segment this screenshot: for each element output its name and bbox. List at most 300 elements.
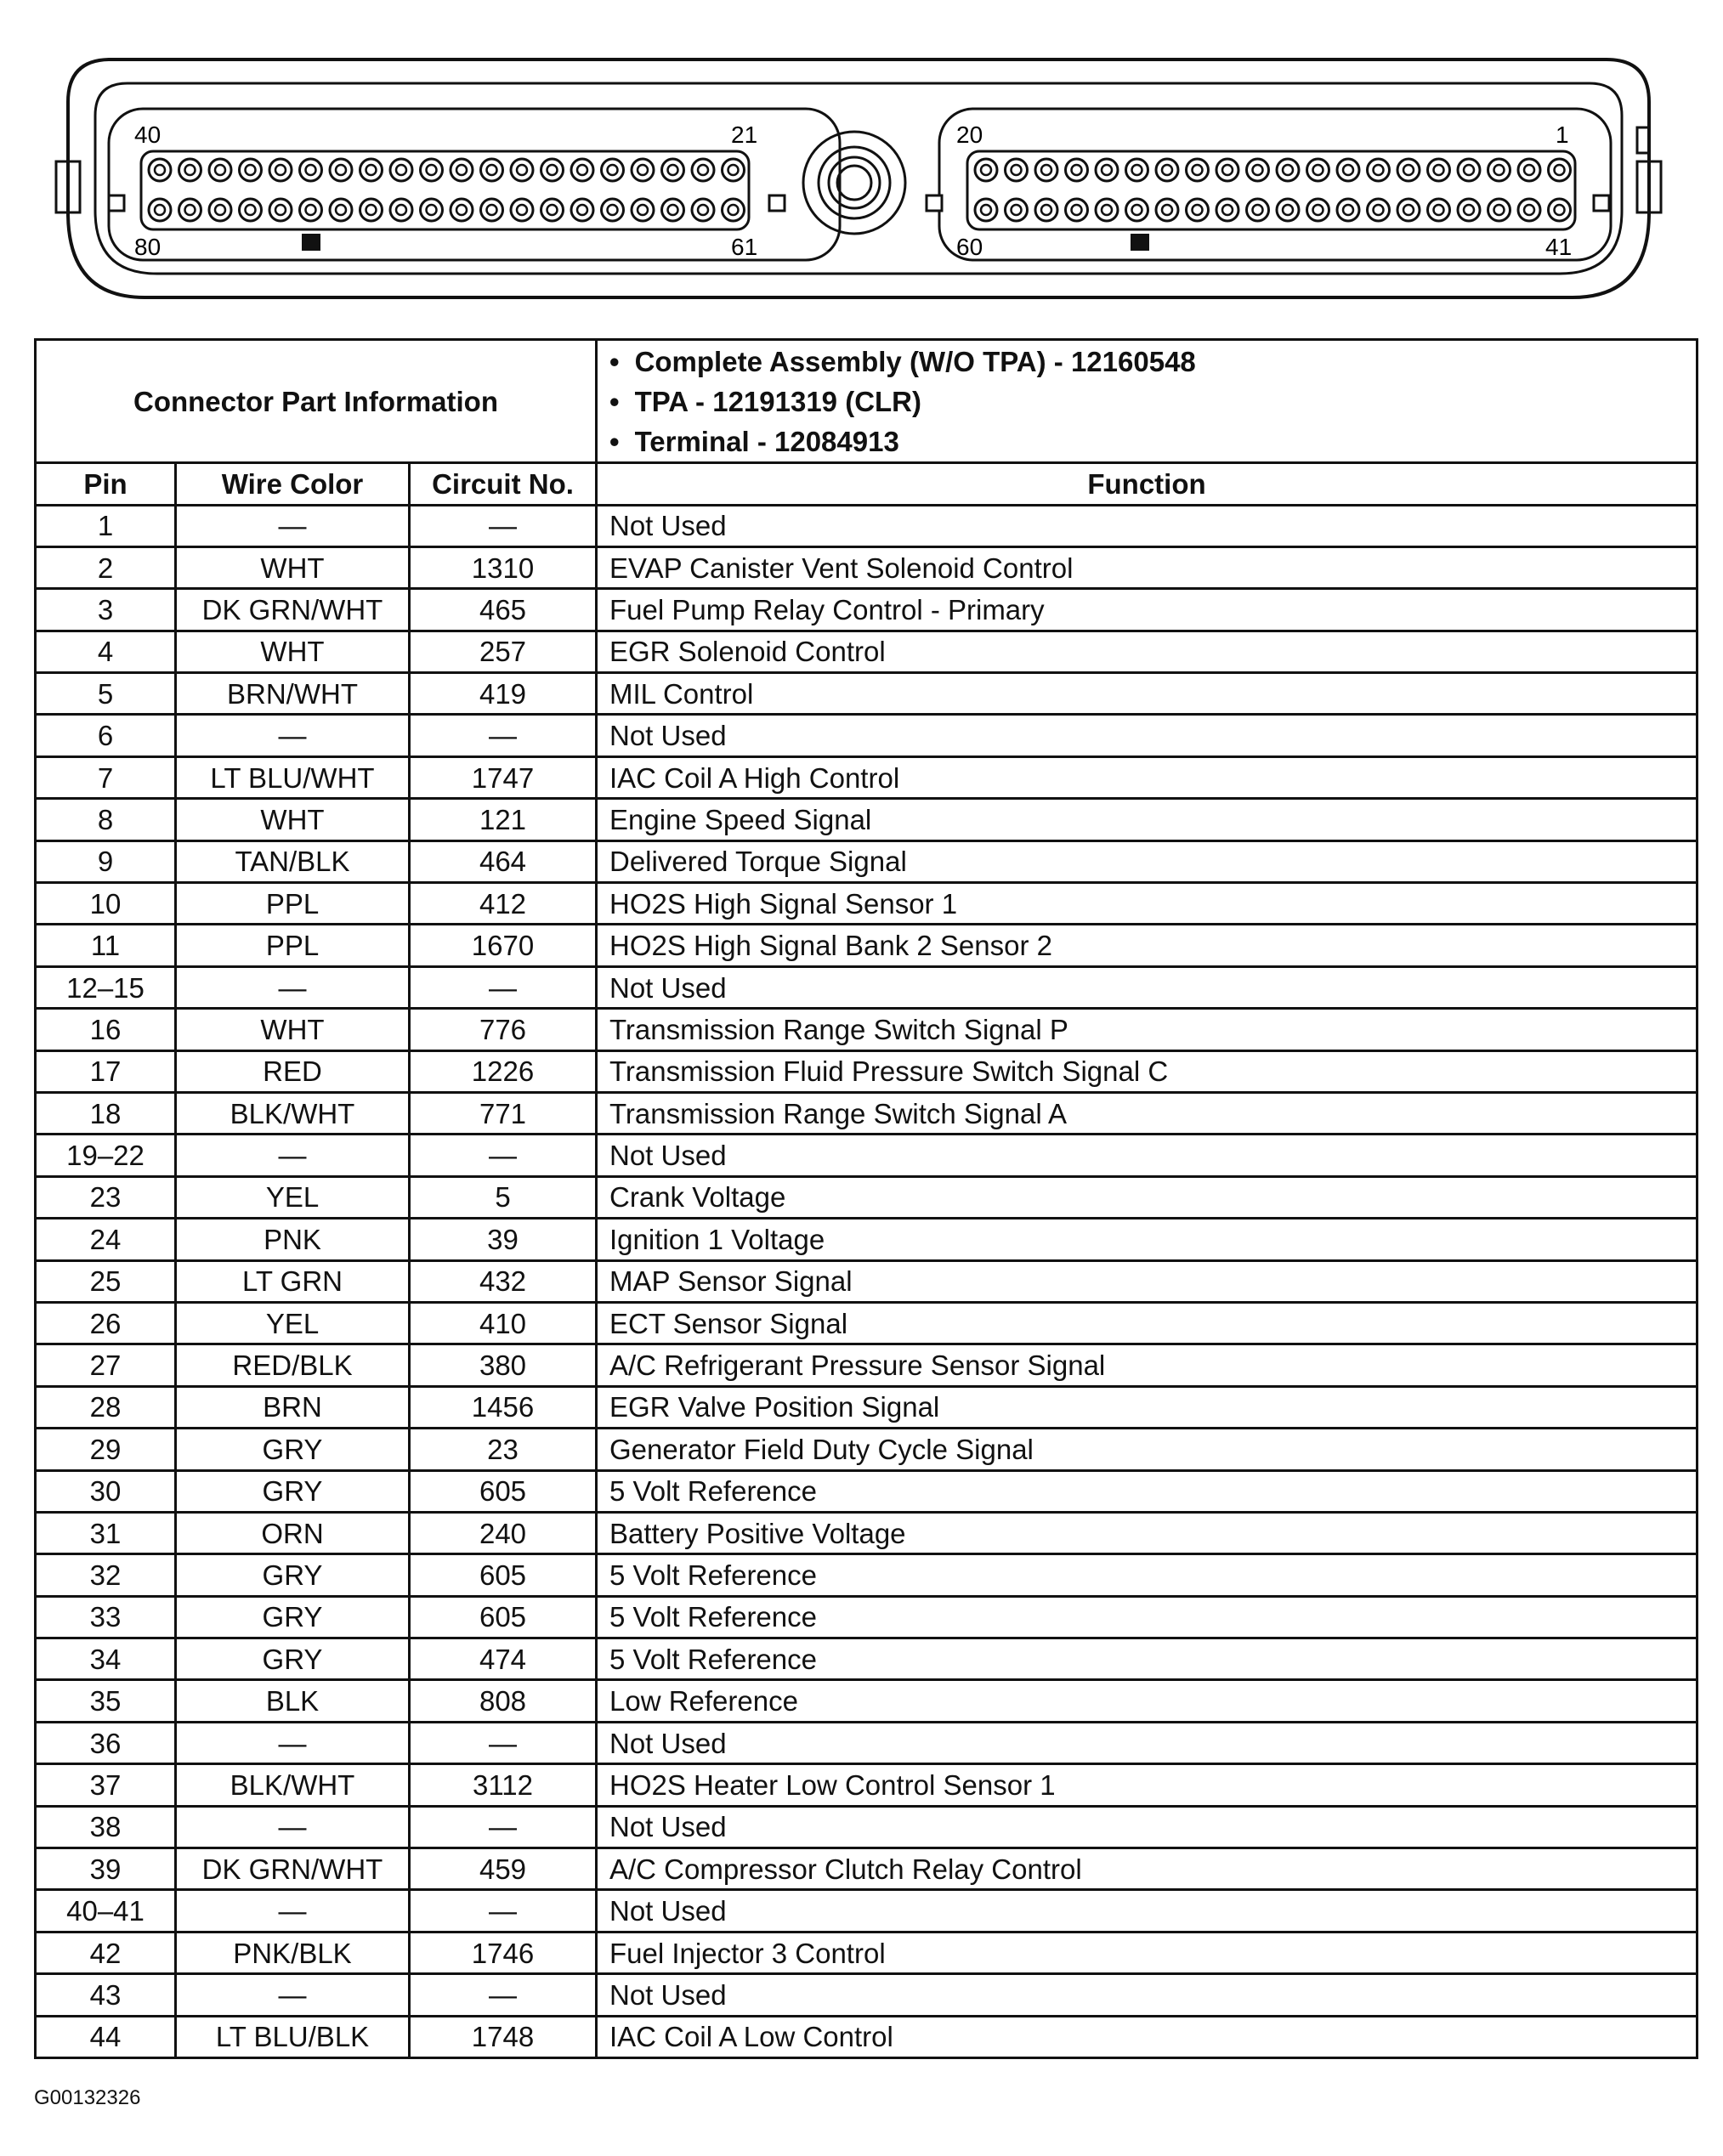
pin-terminal (487, 205, 497, 215)
wire-color-cell: PNK/BLK (176, 1932, 410, 1973)
function-cell: Delivered Torque Signal (597, 840, 1697, 882)
table-row (36, 1848, 1697, 1890)
pin-terminal (487, 165, 497, 175)
table-row (36, 1722, 1697, 1763)
left-pin-block (109, 109, 840, 260)
pin-cell: 12–15 (36, 966, 176, 1008)
circuit-cell: 1748 (410, 2016, 597, 2057)
wire-color-cell: WHT (176, 799, 410, 840)
pin-terminal (1403, 205, 1414, 215)
pin-terminal (608, 205, 618, 215)
wire-color-cell: RED (176, 1050, 410, 1092)
connector-inner-shell (95, 83, 1622, 274)
column-header-circuit: Circuit No. (410, 463, 597, 505)
right-pin-block (939, 109, 1611, 260)
pin-cavity (179, 159, 201, 181)
pin-cavity (209, 199, 231, 221)
table-row (36, 883, 1697, 925)
pin-terminal (1012, 165, 1022, 175)
pin-terminal (336, 205, 346, 215)
pin-cavity (1307, 159, 1329, 181)
pin-terminal (366, 205, 377, 215)
pin-cavity (209, 159, 231, 181)
pin-terminal (638, 165, 648, 175)
circuit-cell: 410 (410, 1302, 597, 1344)
function-cell: Not Used (597, 1890, 1697, 1932)
wire-color-cell: — (176, 966, 410, 1008)
pin-cavity (1488, 199, 1510, 221)
pin-cavity (269, 199, 292, 221)
part-info-item: • Terminal - 12084913 (609, 422, 1684, 461)
function-cell: Transmission Fluid Pressure Switch Signal C (597, 1050, 1697, 1092)
wire-color-cell: YEL (176, 1176, 410, 1218)
circuit-cell: 776 (410, 1009, 597, 1050)
pin-terminal (608, 165, 618, 175)
wire-color-cell: GRY (176, 1429, 410, 1470)
function-cell: Engine Speed Signal (597, 799, 1697, 840)
label-pin-21: 21 (731, 122, 758, 148)
function-cell: HO2S High Signal Bank 2 Sensor 2 (597, 925, 1697, 966)
pin-terminal (275, 205, 286, 215)
table-row (36, 1009, 1697, 1050)
pin-cavity (1035, 159, 1057, 181)
wire-color-cell: GRY (176, 1596, 410, 1638)
pin-terminal (1132, 165, 1142, 175)
pin-cavity (511, 199, 533, 221)
function-cell: Ignition 1 Voltage (597, 1219, 1697, 1260)
label-pin-1: 1 (1556, 122, 1569, 148)
circuit-cell: 474 (410, 1638, 597, 1680)
pin-cavity (390, 159, 412, 181)
pin-terminal (517, 165, 527, 175)
pin-cavity (481, 159, 503, 181)
circuit-cell: 412 (410, 883, 597, 925)
table-row (36, 1806, 1697, 1848)
left-pin-field (141, 151, 749, 229)
pin-terminal (668, 165, 678, 175)
circuit-cell: 432 (410, 1260, 597, 1302)
pin-terminal (547, 165, 558, 175)
function-cell: Crank Voltage (597, 1176, 1697, 1218)
circuit-cell: 419 (410, 673, 597, 715)
pin-cavity (330, 159, 352, 181)
pin-terminal (1102, 165, 1112, 175)
wire-color-cell: — (176, 1890, 410, 1932)
circuit-cell: 605 (410, 1596, 597, 1638)
pin-cell: 33 (36, 1596, 176, 1638)
table-row (36, 1429, 1697, 1470)
circuit-cell: — (410, 715, 597, 756)
pin-terminal (1374, 205, 1384, 215)
pin-cavity (1397, 159, 1420, 181)
pin-cavity (1126, 199, 1148, 221)
pin-cavity (1247, 159, 1269, 181)
wire-color-cell: — (176, 505, 410, 546)
pin-terminal (246, 165, 256, 175)
pin-cell: 39 (36, 1848, 176, 1890)
table-row (36, 966, 1697, 1008)
wire-color-cell: LT BLU/WHT (176, 756, 410, 798)
left-polarization-mark (302, 234, 320, 251)
pin-terminal (1253, 165, 1263, 175)
wire-color-cell: YEL (176, 1302, 410, 1344)
pin-terminal (155, 205, 165, 215)
table-row (36, 1176, 1697, 1218)
pin-terminal (1102, 205, 1112, 215)
pin-terminal (1012, 205, 1022, 215)
right-latch-slot (1637, 127, 1649, 153)
function-cell: Not Used (597, 715, 1697, 756)
wire-color-cell: DK GRN/WHT (176, 589, 410, 631)
pin-cell: 3 (36, 589, 176, 631)
wire-color-cell: — (176, 1135, 410, 1176)
wire-color-cell: WHT (176, 1009, 410, 1050)
wire-color-cell: — (176, 1974, 410, 2016)
function-cell: 5 Volt Reference (597, 1596, 1697, 1638)
label-pin-80: 80 (134, 234, 162, 260)
pin-cell: 18 (36, 1093, 176, 1135)
function-cell: Not Used (597, 1722, 1697, 1763)
label-pin-20: 20 (956, 122, 983, 148)
pin-cavity (179, 199, 201, 221)
pin-cell: 36 (36, 1722, 176, 1763)
pin-cell: 35 (36, 1680, 176, 1722)
circuit-cell: 39 (410, 1219, 597, 1260)
pin-terminal (577, 205, 587, 215)
pin-cavity (571, 199, 593, 221)
pin-terminal (396, 165, 406, 175)
wire-color-cell: BLK (176, 1680, 410, 1722)
circuit-cell: 240 (410, 1512, 597, 1553)
pin-terminal (517, 205, 527, 215)
circuit-cell: 465 (410, 589, 597, 631)
pin-terminal (1313, 165, 1323, 175)
pin-terminal (1494, 165, 1505, 175)
pin-cell: 31 (36, 1512, 176, 1553)
table-row (36, 840, 1697, 882)
circuit-cell: 808 (410, 1680, 597, 1722)
left-center-square (769, 195, 785, 211)
label-pin-40: 40 (134, 122, 162, 148)
circuit-cell: 605 (410, 1470, 597, 1512)
table-row (36, 1050, 1697, 1092)
circuit-cell: 771 (410, 1093, 597, 1135)
pin-cell: 11 (36, 925, 176, 966)
pin-cavity (1549, 159, 1571, 181)
pin-terminal (1041, 205, 1051, 215)
part-info-item: • Complete Assembly (W/O TPA) - 12160548 (609, 342, 1684, 382)
table-row (36, 1219, 1697, 1260)
function-cell: Not Used (597, 966, 1697, 1008)
pin-terminal (1313, 205, 1323, 215)
column-header-function: Function (597, 463, 1697, 505)
table-row (36, 631, 1697, 672)
pin-cell: 37 (36, 1764, 176, 1806)
pin-cell: 9 (36, 840, 176, 882)
pin-terminal (456, 205, 467, 215)
figure-code: G00132326 (34, 2086, 141, 2109)
wire-color-cell: WHT (176, 546, 410, 588)
wire-color-cell: PPL (176, 883, 410, 925)
circuit-cell: — (410, 505, 597, 546)
pin-cavity (1006, 159, 1028, 181)
pin-cell: 42 (36, 1932, 176, 1973)
pin-cavity (1368, 159, 1390, 181)
pin-cavity (451, 159, 473, 181)
pin-cavity (1277, 159, 1299, 181)
pin-cell: 30 (36, 1470, 176, 1512)
pin-cavity (1156, 159, 1178, 181)
pin-terminal (275, 165, 286, 175)
table-row (36, 1554, 1697, 1596)
pin-cell: 25 (36, 1260, 176, 1302)
function-cell: A/C Compressor Clutch Relay Control (597, 1848, 1697, 1890)
pin-cell: 34 (36, 1638, 176, 1680)
pin-cavity (240, 199, 262, 221)
circuit-cell: 605 (410, 1554, 597, 1596)
table-row (36, 1596, 1697, 1638)
circuit-cell: — (410, 1722, 597, 1763)
function-cell: MAP Sensor Signal (597, 1260, 1697, 1302)
pin-cavity (1035, 199, 1057, 221)
pin-terminal (1283, 165, 1293, 175)
pin-terminal (698, 205, 708, 215)
pin-terminal (981, 165, 991, 175)
pin-cavity (1006, 199, 1028, 221)
table-row (36, 1135, 1697, 1176)
table-row (36, 756, 1697, 798)
pin-terminal (1041, 165, 1051, 175)
function-cell: Generator Field Duty Cycle Signal (597, 1429, 1697, 1470)
pin-terminal (1403, 165, 1414, 175)
pin-terminal (427, 205, 437, 215)
pin-cavity (1368, 199, 1390, 221)
wire-color-cell: WHT (176, 631, 410, 672)
pin-terminal (1222, 205, 1233, 215)
label-pin-61: 61 (731, 234, 758, 260)
center-bolt-core (837, 166, 871, 200)
pin-terminal (1193, 165, 1203, 175)
left-keying-square (109, 195, 124, 211)
pin-terminal (185, 165, 196, 175)
circuit-cell: 121 (410, 799, 597, 840)
right-keying-square (1594, 195, 1609, 211)
pin-cavity (602, 159, 624, 181)
function-cell: Not Used (597, 1974, 1697, 2016)
pin-cell: 17 (36, 1050, 176, 1092)
wire-color-cell: BRN/WHT (176, 673, 410, 715)
pin-cavity (723, 159, 745, 181)
pin-terminal (728, 165, 739, 175)
table-row (36, 1638, 1697, 1680)
pin-terminal (638, 205, 648, 215)
pin-cell: 28 (36, 1386, 176, 1428)
circuit-cell: 1670 (410, 925, 597, 966)
function-cell: Fuel Injector 3 Control (597, 1932, 1697, 1973)
pin-cavity (330, 199, 352, 221)
wire-color-cell: BLK/WHT (176, 1093, 410, 1135)
table-row (36, 1344, 1697, 1386)
part-info-list (597, 340, 1697, 463)
table-row (36, 1764, 1697, 1806)
circuit-cell: — (410, 1135, 597, 1176)
pin-cell: 16 (36, 1009, 176, 1050)
left-pin-cavities (149, 159, 745, 221)
pin-cavity (360, 199, 383, 221)
wire-color-cell: PPL (176, 925, 410, 966)
pin-terminal (1193, 205, 1203, 215)
pin-cell: 38 (36, 1806, 176, 1848)
pin-cavity (1216, 159, 1238, 181)
pin-terminal (366, 165, 377, 175)
function-cell: HO2S High Signal Sensor 1 (597, 883, 1697, 925)
function-cell: Fuel Pump Relay Control - Primary (597, 589, 1697, 631)
pin-cavity (602, 199, 624, 221)
table-row (36, 1470, 1697, 1512)
circuit-cell: — (410, 966, 597, 1008)
pin-cavity (1066, 159, 1088, 181)
circuit-cell: 1746 (410, 1932, 597, 1973)
pin-cell: 40–41 (36, 1890, 176, 1932)
function-cell: IAC Coil A High Control (597, 756, 1697, 798)
function-cell: Not Used (597, 1135, 1697, 1176)
pin-terminal (1555, 165, 1565, 175)
circuit-cell: 3112 (410, 1764, 597, 1806)
table-row (36, 1890, 1697, 1932)
table-row (36, 546, 1697, 588)
table-row (36, 1260, 1697, 1302)
table-row (36, 2016, 1697, 2057)
pin-cavity (1277, 199, 1299, 221)
pin-cavity (1458, 159, 1480, 181)
pin-terminal (981, 205, 991, 215)
pin-cavity (571, 159, 593, 181)
pin-terminal (1434, 205, 1444, 215)
table-row (36, 1302, 1697, 1344)
pin-cavity (662, 199, 684, 221)
circuit-cell: 257 (410, 631, 597, 672)
pin-cavity (481, 199, 503, 221)
table-header-row (36, 463, 1697, 505)
pin-cavity (269, 159, 292, 181)
function-cell: Transmission Range Switch Signal A (597, 1093, 1697, 1135)
pin-cell: 2 (36, 546, 176, 588)
pin-terminal (1434, 165, 1444, 175)
pin-cavity (240, 159, 262, 181)
circuit-cell: 1456 (410, 1386, 597, 1428)
pin-terminal (1343, 165, 1353, 175)
pin-cavity (692, 199, 714, 221)
pin-cavity (149, 159, 171, 181)
right-polarization-mark (1131, 234, 1149, 251)
wire-color-cell: PNK (176, 1219, 410, 1260)
column-header-pin: Pin (36, 463, 176, 505)
pin-cavity (632, 159, 654, 181)
table-row (36, 1093, 1697, 1135)
pin-cavity (390, 199, 412, 221)
pin-cavity (1518, 159, 1540, 181)
function-cell: Low Reference (597, 1680, 1697, 1722)
pin-terminal (1464, 165, 1474, 175)
pin-cell: 4 (36, 631, 176, 672)
pin-terminal (246, 205, 256, 215)
label-pin-41: 41 (1545, 234, 1573, 260)
pin-cavity (1187, 199, 1209, 221)
function-cell: EVAP Canister Vent Solenoid Control (597, 546, 1697, 588)
pin-cavity (1156, 199, 1178, 221)
pin-cell: 29 (36, 1429, 176, 1470)
function-cell: Not Used (597, 505, 1697, 546)
function-cell: MIL Control (597, 673, 1697, 715)
pin-cavity (662, 159, 684, 181)
pin-cavity (149, 199, 171, 221)
connector-diagram (51, 51, 1666, 306)
pin-terminal (185, 205, 196, 215)
pin-terminal (155, 165, 165, 175)
pin-terminal (215, 205, 225, 215)
pin-cavity (360, 159, 383, 181)
part-info-heading: Connector Part Information (36, 340, 597, 463)
circuit-cell: 380 (410, 1344, 597, 1386)
label-pin-60: 60 (956, 234, 983, 260)
pin-cavity (1096, 199, 1118, 221)
pin-terminal (1283, 205, 1293, 215)
pin-cavity (1337, 159, 1359, 181)
pin-terminal (1464, 205, 1474, 215)
table-row (36, 505, 1697, 546)
circuit-cell: 459 (410, 1848, 597, 1890)
pin-terminal (1494, 205, 1505, 215)
pin-cavity (1397, 199, 1420, 221)
pin-cavity (300, 199, 322, 221)
pin-cavity (1066, 199, 1088, 221)
wire-color-cell: LT GRN (176, 1260, 410, 1302)
pin-terminal (215, 165, 225, 175)
pin-cavity (541, 199, 564, 221)
pin-cell: 6 (36, 715, 176, 756)
pin-cavity (1096, 159, 1118, 181)
pin-function-table (34, 338, 1698, 2059)
table-row (36, 799, 1697, 840)
table-row (36, 1680, 1697, 1722)
function-cell: EGR Valve Position Signal (597, 1386, 1697, 1428)
pin-cavity (975, 159, 997, 181)
pin-cavity (632, 199, 654, 221)
pin-cavity (1518, 199, 1540, 221)
pin-terminal (427, 165, 437, 175)
pin-cell: 24 (36, 1219, 176, 1260)
pin-cell: 44 (36, 2016, 176, 2057)
wire-color-cell: BRN (176, 1386, 410, 1428)
pin-cavity (723, 199, 745, 221)
right-pin-cavities (975, 159, 1571, 221)
table-row (36, 1386, 1697, 1428)
wire-color-cell: GRY (176, 1470, 410, 1512)
pin-terminal (336, 165, 346, 175)
pin-cell: 5 (36, 673, 176, 715)
pin-terminal (577, 165, 587, 175)
table-row (36, 1512, 1697, 1553)
pin-terminal (547, 205, 558, 215)
pin-terminal (1072, 205, 1082, 215)
function-cell: Transmission Range Switch Signal P (597, 1009, 1697, 1050)
pin-cavity (451, 199, 473, 221)
pin-terminal (1222, 165, 1233, 175)
circuit-cell: — (410, 1974, 597, 2016)
wire-color-cell: ORN (176, 1512, 410, 1553)
table-row (36, 1974, 1697, 2016)
table-row (36, 673, 1697, 715)
